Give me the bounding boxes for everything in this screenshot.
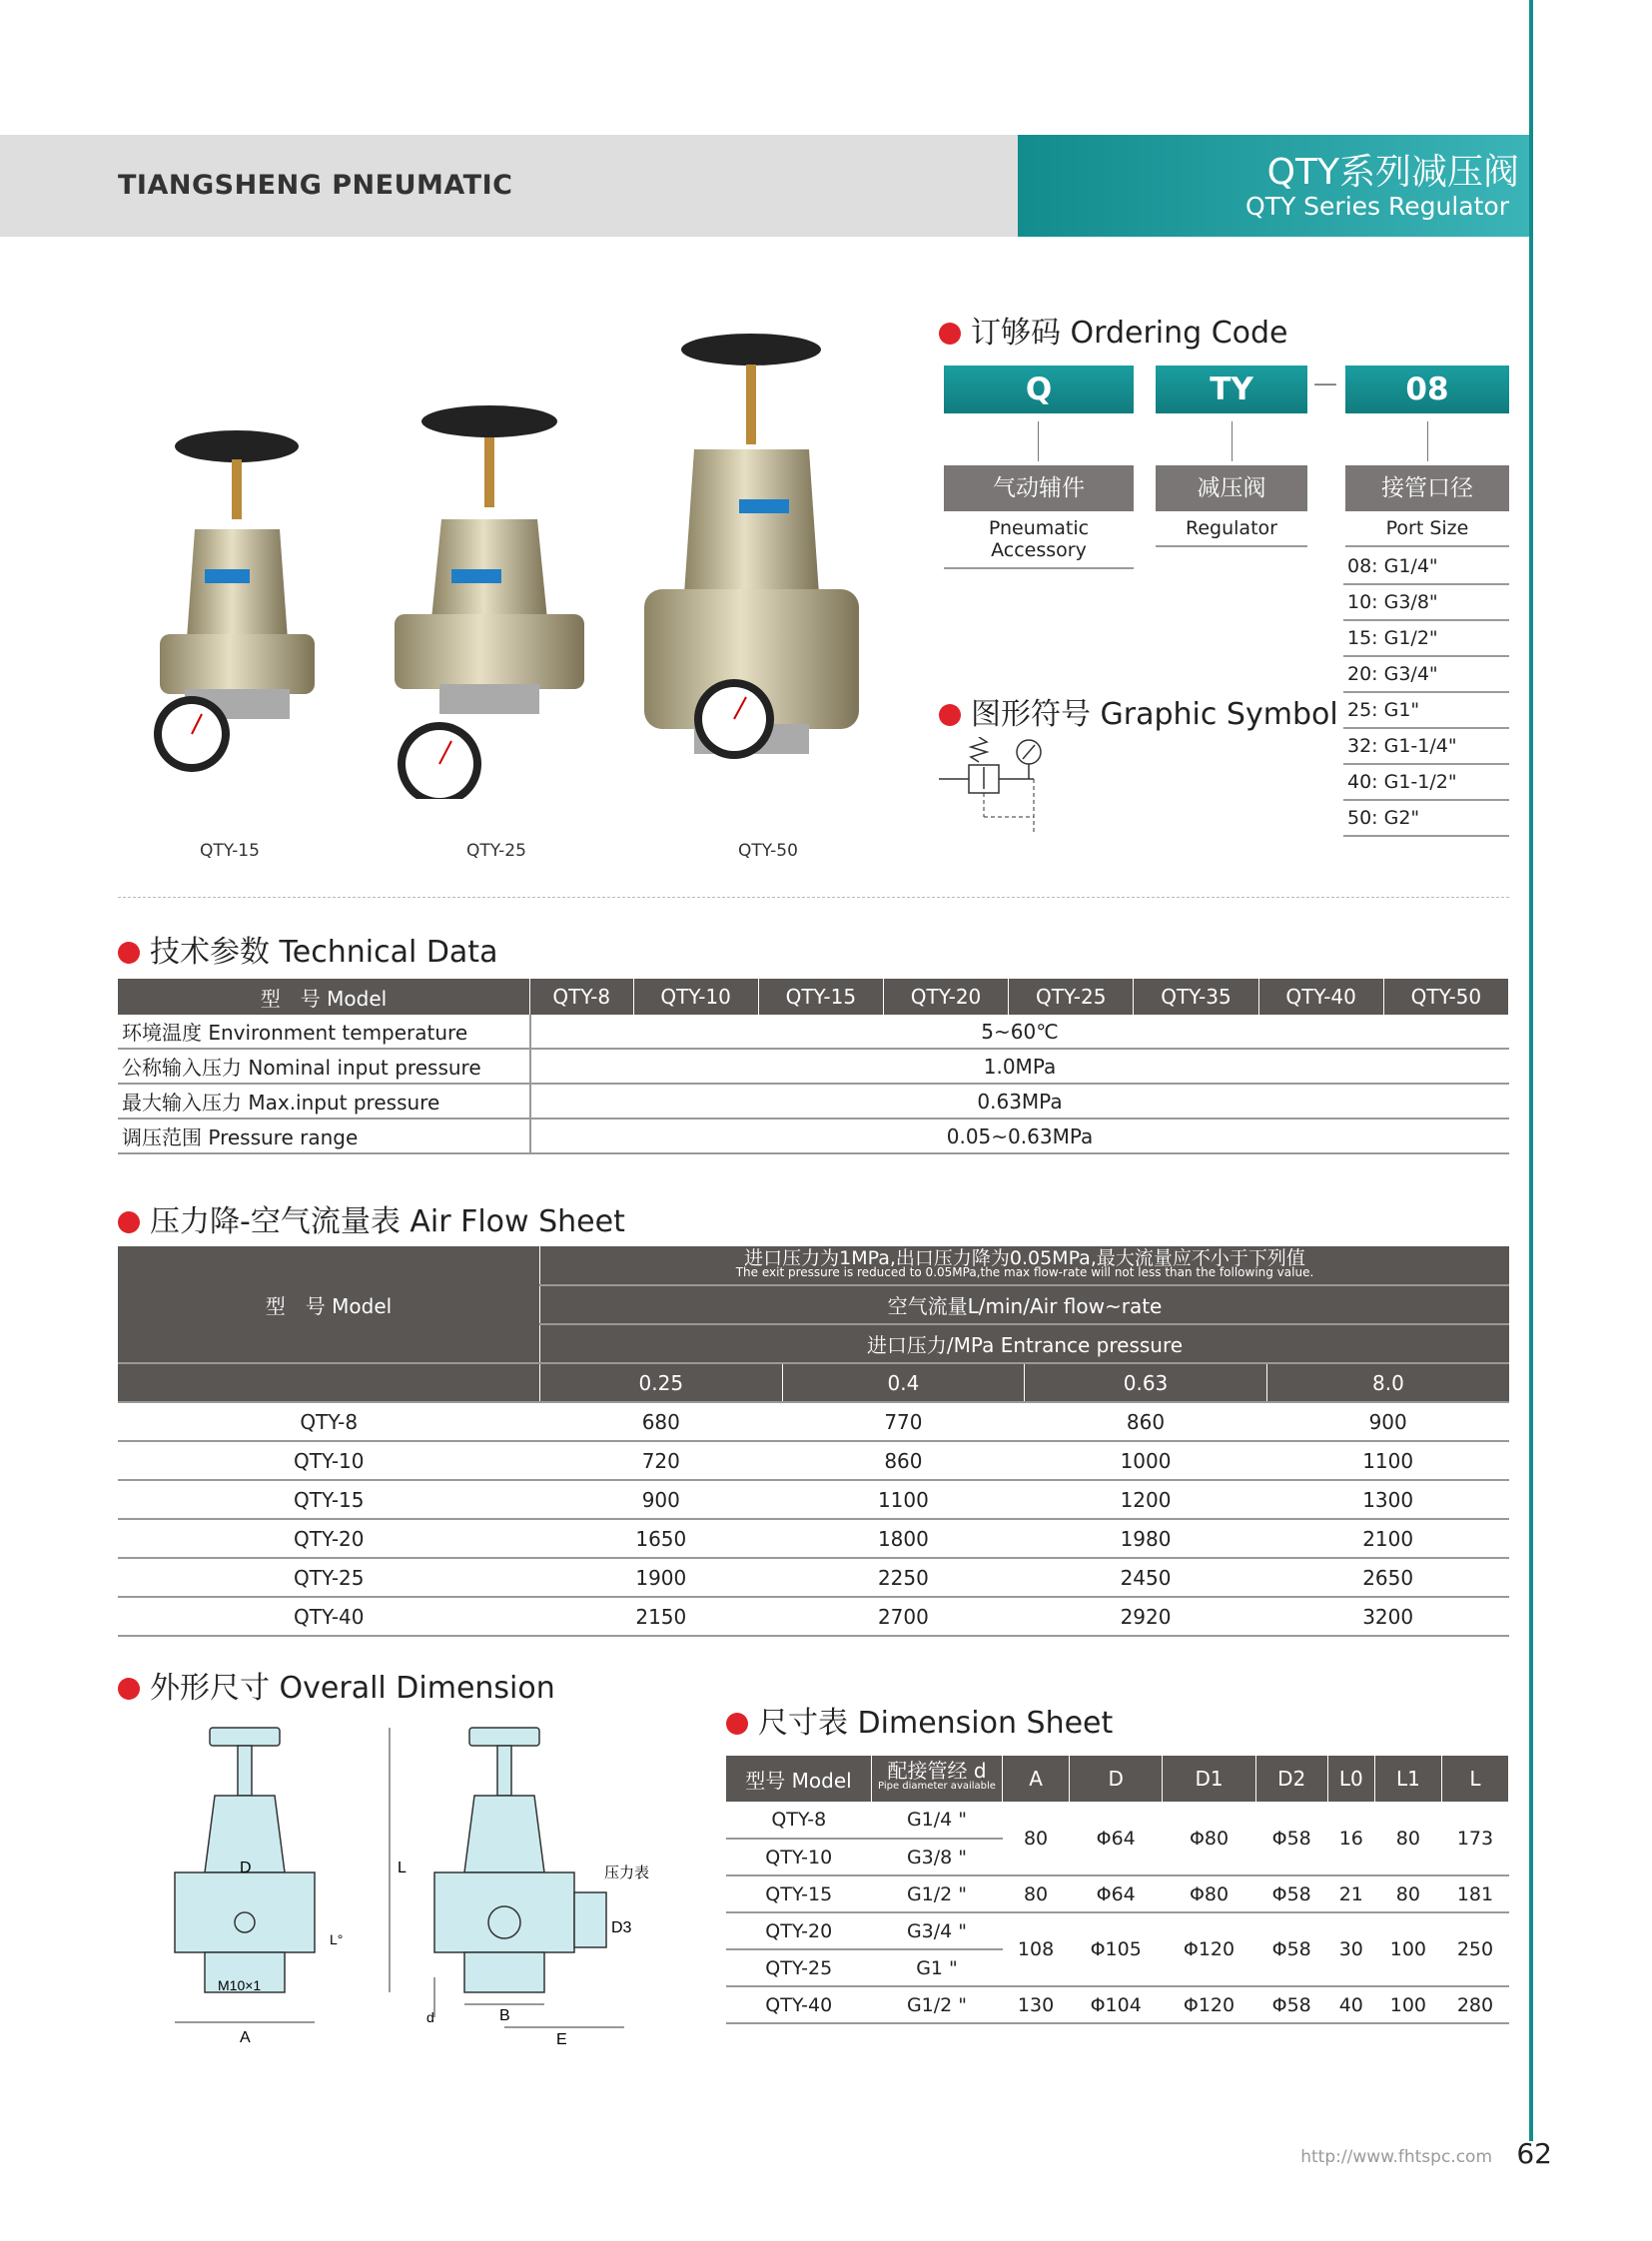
table-cell: QTY-8 — [726, 1802, 872, 1839]
graphic-symbol-title: 图形符号 Graphic Symbol — [939, 689, 1338, 733]
table-cell: 最大输入压力 Max.input pressure — [118, 1084, 530, 1119]
dimension-sheet-table — [726, 1756, 1509, 2024]
label-box: 气动辅件 — [944, 465, 1134, 511]
table-row — [118, 1480, 1509, 1519]
table-cell: QTY-25 — [118, 1558, 540, 1597]
table-header-cell: QTY-15 — [758, 979, 883, 1015]
bullet-dot-icon — [939, 323, 961, 345]
port-size-item: 20: G3/4" — [1343, 657, 1509, 693]
dimension-sheet-title: 尺寸表 Dimension Sheet — [726, 1698, 1113, 1742]
bullet-dot-icon — [118, 1211, 140, 1233]
code-box-port: 08 — [1345, 366, 1509, 413]
product-caption: QTY-25 — [466, 841, 526, 861]
table-header-cell: 进口压力/MPa Entrance pressure — [540, 1324, 1510, 1363]
table-cell: G3/8 " — [872, 1839, 1003, 1875]
product-qty50-image — [644, 334, 859, 759]
port-size-item: 10: G3/8" — [1343, 585, 1509, 621]
table-cell: G1 " — [872, 1949, 1003, 1986]
table-row — [118, 1402, 1509, 1441]
table-cell: Φ104 — [1070, 1986, 1163, 2023]
table-cell: 900 — [1266, 1402, 1509, 1441]
table-cell: 环境温度 Environment temperature — [118, 1015, 530, 1049]
connector-line — [1232, 421, 1233, 461]
dim-label-M: M10×1 — [218, 1977, 262, 1993]
table-cell: 770 — [782, 1402, 1025, 1441]
table-row — [118, 1049, 1509, 1084]
table-cell: Φ80 — [1163, 1802, 1255, 1875]
table-header-cell: QTY-40 — [1258, 979, 1383, 1015]
table-cell: Φ80 — [1163, 1875, 1255, 1912]
table-cell: QTY-10 — [726, 1839, 872, 1875]
table-header-cell: D1 — [1163, 1756, 1255, 1802]
table-cell: 130 — [1003, 1986, 1070, 2023]
table-cell: 100 — [1374, 1986, 1441, 2023]
overall-dimension-title: 外形尺寸 Overall Dimension — [118, 1663, 555, 1707]
bullet-dot-icon — [118, 1678, 140, 1700]
product-qty15-image — [154, 430, 315, 772]
code-box-q: Q — [944, 366, 1134, 413]
pipe-header: 配接管经 d — [887, 1759, 987, 1783]
table-cell: 80 — [1003, 1875, 1070, 1912]
table-row — [118, 1597, 1509, 1636]
table-row — [118, 1519, 1509, 1558]
table-cell: 21 — [1327, 1875, 1374, 1912]
table-cell: 680 — [540, 1402, 783, 1441]
table-cell: 1800 — [782, 1519, 1025, 1558]
table-cell: QTY-15 — [726, 1875, 872, 1912]
table-header-cell: L1 — [1374, 1756, 1441, 1802]
table-cell: QTY-8 — [118, 1402, 540, 1441]
table-header-cell: L — [1441, 1756, 1508, 1802]
table-cell: G1/2 " — [872, 1875, 1003, 1912]
table-cell: 0.63MPa — [530, 1084, 1509, 1119]
table-header-cell: QTY-10 — [633, 979, 758, 1015]
table-cell: Φ64 — [1070, 1802, 1163, 1875]
table-row — [118, 1084, 1509, 1119]
table-cell: Φ64 — [1070, 1875, 1163, 1912]
table-cell: 2650 — [1266, 1558, 1509, 1597]
table-cell: QTY-25 — [726, 1949, 872, 1986]
port-size-item: 25: G1" — [1343, 693, 1509, 729]
table-header-cell: D — [1070, 1756, 1163, 1802]
table-cell: Φ120 — [1163, 1912, 1255, 1986]
regulator-symbol-icon — [939, 737, 1059, 837]
table-header-cell — [872, 1756, 1003, 1802]
table-cell: QTY-20 — [726, 1912, 872, 1949]
label-en: Regulator — [1156, 517, 1307, 547]
brand-name: TIANGSHENG PNEUMATIC — [118, 170, 513, 201]
port-size-item: 32: G1-1/4" — [1343, 729, 1509, 765]
table-cell: 1100 — [782, 1480, 1025, 1519]
table-cell: 1000 — [1025, 1441, 1267, 1480]
table-header-cell: 型 号 Model — [118, 1246, 540, 1363]
label-en: Port Size — [1345, 517, 1509, 547]
port-size-item: 40: G1-1/2" — [1343, 765, 1509, 801]
code-box-ty: TY — [1156, 366, 1307, 413]
code-separator: — — [1313, 370, 1337, 397]
connector-line — [1038, 421, 1039, 461]
port-size-list — [1343, 549, 1509, 837]
table-header-cell: QTY-50 — [1383, 979, 1508, 1015]
product-photos — [140, 320, 919, 799]
air-flow-title: 压力降-空气流量表 Air Flow Sheet — [118, 1196, 625, 1240]
connector-line — [1427, 421, 1428, 461]
page-title-en: QTY Series Regulator — [1245, 192, 1509, 221]
table-cell: 1.0MPa — [530, 1049, 1509, 1084]
table-cell: 181 — [1441, 1875, 1508, 1912]
table-cell: Φ58 — [1255, 1875, 1327, 1912]
table-header-cell: 0.25 — [540, 1363, 783, 1402]
technical-data-title: 技术参数 Technical Data — [118, 927, 497, 971]
table-cell: 2150 — [540, 1597, 783, 1636]
air-flow-table — [118, 1246, 1509, 1637]
table-cell: 2100 — [1266, 1519, 1509, 1558]
page-number: 62 — [1516, 2137, 1552, 2170]
product-caption: QTY-15 — [200, 841, 260, 861]
table-header-cell: 0.63 — [1025, 1363, 1267, 1402]
table-row — [726, 1912, 1509, 1949]
table-header-row — [726, 1756, 1509, 1802]
table-cell: Φ58 — [1255, 1802, 1327, 1875]
table-row — [118, 1119, 1509, 1153]
table-header-cell: L0 — [1327, 1756, 1374, 1802]
table-cell: 0.05~0.63MPa — [530, 1119, 1509, 1153]
table-header-cell: QTY-8 — [530, 979, 634, 1015]
table-cell: 250 — [1441, 1912, 1508, 1986]
product-qty25-image — [395, 405, 584, 799]
dim-label-B: B — [499, 2007, 510, 2024]
table-cell: QTY-15 — [118, 1480, 540, 1519]
table-cell: 1980 — [1025, 1519, 1267, 1558]
table-header-cell — [540, 1246, 1510, 1285]
table-row — [726, 1875, 1509, 1912]
table-cell: QTY-20 — [118, 1519, 540, 1558]
table-row — [726, 1986, 1509, 2023]
table-cell: 2450 — [1025, 1558, 1267, 1597]
table-cell: 16 — [1327, 1802, 1374, 1875]
table-cell: 720 — [540, 1441, 783, 1480]
table-cell: QTY-40 — [726, 1986, 872, 2023]
table-cell: 公称输入压力 Nominal input pressure — [118, 1049, 530, 1084]
dim-label-L0: L° — [330, 1931, 344, 1947]
table-header-cell: 8.0 — [1266, 1363, 1509, 1402]
table-cell: Φ105 — [1070, 1912, 1163, 1986]
dim-label-D3: D3 — [611, 1919, 632, 1936]
table-row — [118, 1015, 1509, 1049]
table-header-row — [118, 1363, 1509, 1402]
table-header-cell: 型 号 Model — [118, 979, 530, 1015]
table-cell: 100 — [1374, 1912, 1441, 1986]
table-header-cell: QTY-20 — [883, 979, 1008, 1015]
table-cell: 30 — [1327, 1912, 1374, 1986]
flow-note-en: The exit pressure is reduced to 0.05MPa,the max flow-rate will not less than the following value. — [735, 1265, 1314, 1279]
table-cell: 40 — [1327, 1986, 1374, 2023]
table-row — [118, 1441, 1509, 1480]
table-row — [118, 1558, 1509, 1597]
table-cell: 调压范围 Pressure range — [118, 1119, 530, 1153]
table-cell: 80 — [1003, 1802, 1070, 1875]
table-cell: 1650 — [540, 1519, 783, 1558]
section-divider — [118, 897, 1509, 898]
table-header-cell: QTY-35 — [1134, 979, 1258, 1015]
pipe-header-sub: Pipe diameter available — [878, 1781, 996, 1792]
dim-label-A: A — [240, 2029, 251, 2046]
dim-label-D: D — [240, 1860, 252, 1876]
bullet-dot-icon — [939, 704, 961, 726]
table-cell: 2700 — [782, 1597, 1025, 1636]
table-cell: 1200 — [1025, 1480, 1267, 1519]
table-cell: 900 — [540, 1480, 783, 1519]
table-header-cell: 0.4 — [782, 1363, 1025, 1402]
table-cell: G1/4 " — [872, 1802, 1003, 1839]
table-cell: 3200 — [1266, 1597, 1509, 1636]
port-size-item: 50: G2" — [1343, 801, 1509, 837]
table-cell: 5~60℃ — [530, 1015, 1509, 1049]
table-header-cell — [118, 1363, 540, 1402]
label-box: 接管口径 — [1345, 465, 1509, 511]
page-title-cn: QTY系列减压阀 — [1266, 152, 1519, 193]
table-header-cell: 型号 Model — [726, 1756, 872, 1802]
table-cell: 2250 — [782, 1558, 1025, 1597]
port-size-item: 15: G1/2" — [1343, 621, 1509, 657]
table-cell: 1300 — [1266, 1480, 1509, 1519]
table-header-row — [118, 979, 1509, 1015]
ordering-code-title: 订够码 Ordering Code — [939, 308, 1288, 352]
table-header-cell: D2 — [1255, 1756, 1327, 1802]
table-cell: 860 — [1025, 1402, 1267, 1441]
bullet-dot-icon — [726, 1713, 748, 1735]
table-cell: 1100 — [1266, 1441, 1509, 1480]
table-cell: Φ120 — [1163, 1986, 1255, 2023]
table-cell: 860 — [782, 1441, 1025, 1480]
table-cell: 2920 — [1025, 1597, 1267, 1636]
page-edge-line — [1529, 0, 1533, 2141]
dim-label-E: E — [556, 2031, 567, 2048]
table-cell: G1/2 " — [872, 1986, 1003, 2023]
table-header-cell: 空气流量L/min/Air flow~rate — [540, 1285, 1510, 1324]
table-cell: 80 — [1374, 1875, 1441, 1912]
table-cell: QTY-10 — [118, 1441, 540, 1480]
dim-label-L: L — [398, 1860, 407, 1876]
table-cell: 173 — [1441, 1802, 1508, 1875]
flow-note-cn: 进口压力为1MPa,出口压力降为0.05MPa,最大流量应不小于下列值 — [744, 1247, 1305, 1269]
port-size-item: 08: G1/4" — [1343, 549, 1509, 585]
table-cell: 280 — [1441, 1986, 1508, 2023]
dim-label-gauge: 压力表 — [604, 1865, 650, 1881]
table-cell: 1900 — [540, 1558, 783, 1597]
dim-label-d: d — [426, 2009, 434, 2025]
label-en: Pneumatic Accessory — [944, 517, 1134, 569]
bullet-dot-icon — [118, 942, 140, 964]
table-header-cell: QTY-25 — [1009, 979, 1134, 1015]
product-caption: QTY-50 — [738, 841, 798, 861]
label-box: 减压阀 — [1156, 465, 1307, 511]
table-cell: QTY-40 — [118, 1597, 540, 1636]
dimension-drawing — [160, 1723, 679, 2092]
table-header-cell: A — [1003, 1756, 1070, 1802]
table-cell: Φ58 — [1255, 1912, 1327, 1986]
table-cell: 108 — [1003, 1912, 1070, 1986]
technical-data-table — [118, 979, 1509, 1154]
table-cell: Φ58 — [1255, 1986, 1327, 2023]
footer-url: http://www.fhtspc.com — [1300, 2147, 1492, 2167]
table-row — [726, 1802, 1509, 1839]
table-cell: 80 — [1374, 1802, 1441, 1875]
table-cell: G3/4 " — [872, 1912, 1003, 1949]
